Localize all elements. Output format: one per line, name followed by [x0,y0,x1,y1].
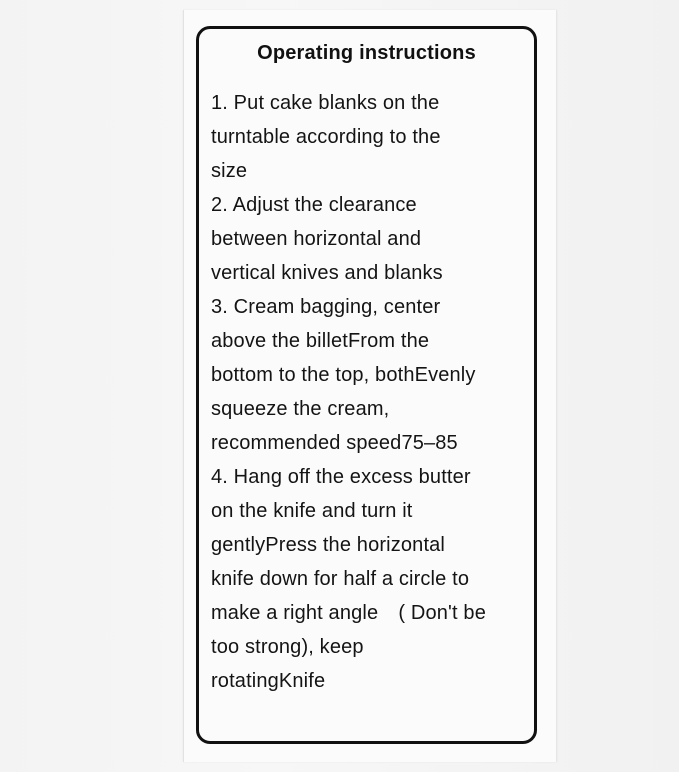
instructions-title: Operating instructions [257,42,476,64]
instruction-line: rotatingKnife [211,670,326,692]
instruction-line: 4. Hang off the excess butter [211,466,471,488]
instruction-line: on the knife and turn it [211,500,413,522]
instruction-line: vertical knives and blanks [211,262,443,284]
instruction-line: bottom to the top, bothEvenly [211,364,476,386]
instruction-line: 3. Cream bagging, center [211,296,441,318]
instruction-line: make a right angle ( Don't be [211,602,486,624]
instruction-line: knife down for half a circle to [211,568,470,590]
instruction-line: size [211,160,248,182]
instruction-line: 2. Adjust the clearance [211,194,417,216]
instruction-line: too strong), keep [211,636,364,658]
instruction-line: recommended speed75–85 [211,432,458,454]
instruction-line: squeeze the cream, [211,398,390,420]
instructions-text [211,86,531,698]
instruction-line: above the billetFrom the [211,330,430,352]
instruction-line: between horizontal and [211,228,422,250]
instruction-line: 1. Put cake blanks on the [211,92,440,114]
instruction-line: turntable according to the [211,126,441,148]
instruction-line: gentlyPress the horizontal [211,534,446,556]
